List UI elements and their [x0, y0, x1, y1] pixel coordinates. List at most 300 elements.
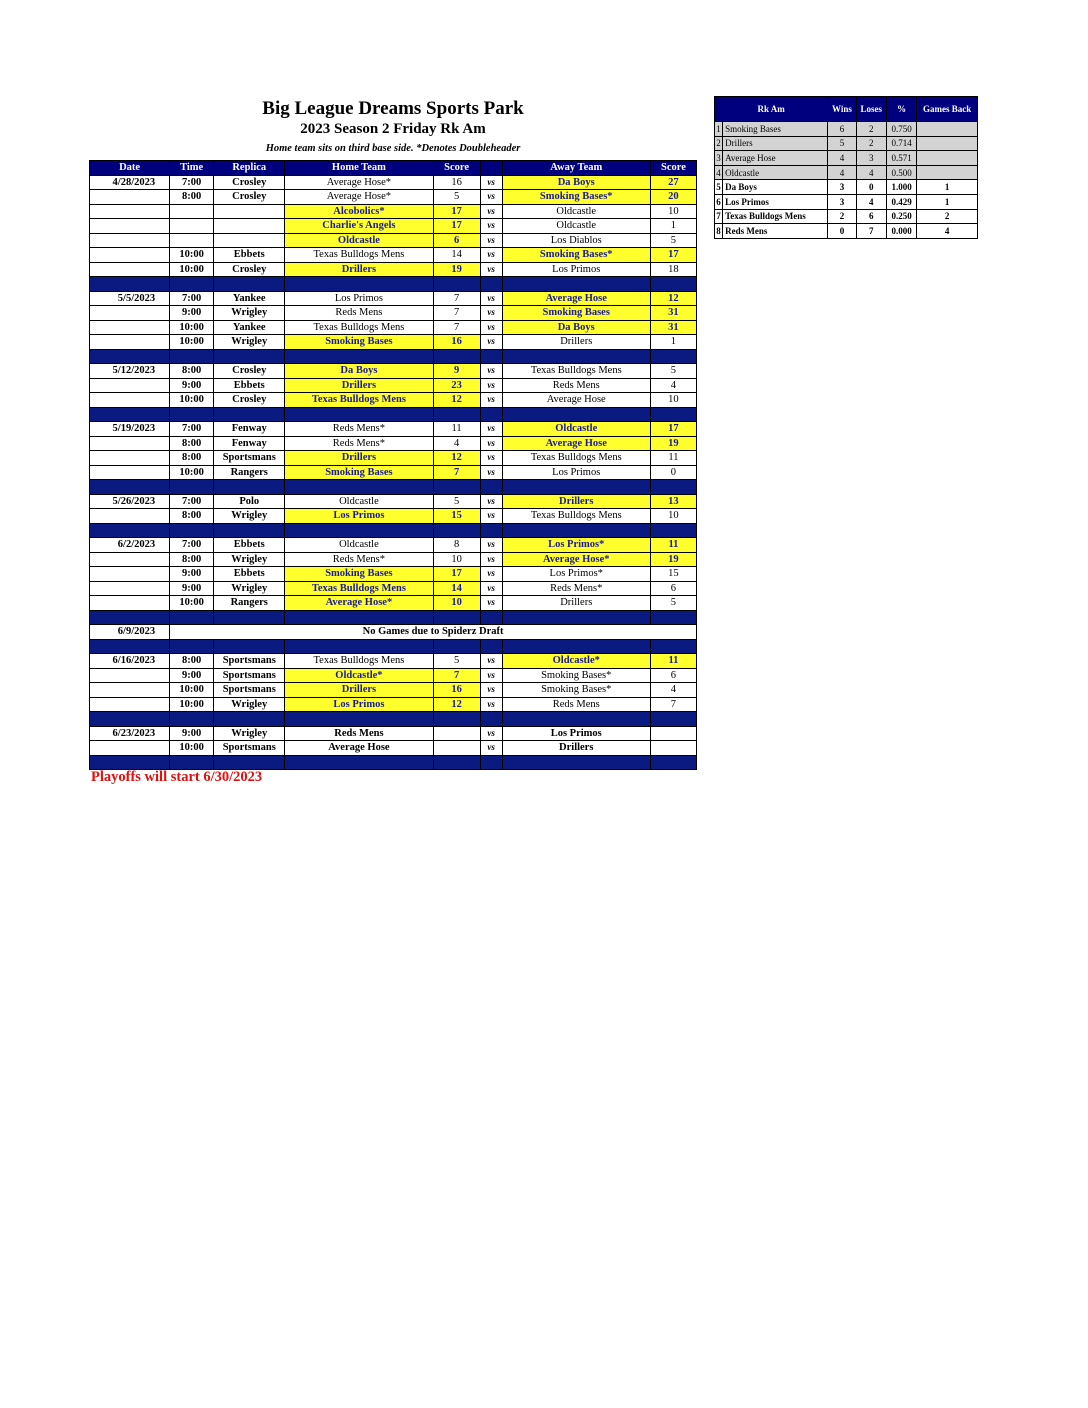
separator-cell [433, 480, 480, 495]
standings-wins: 6 [828, 122, 856, 137]
home-team: Reds Mens [285, 306, 433, 321]
standings-row [715, 122, 978, 137]
game-field: Rangers [214, 596, 285, 611]
schedule-message: No Games due to Spiderz Draft [170, 625, 697, 640]
away-team: Smoking Bases* [502, 248, 650, 263]
vs-label: vs [480, 465, 502, 480]
home-score: 16 [433, 683, 480, 698]
vs-label: vs [480, 683, 502, 698]
home-score: 10 [433, 552, 480, 567]
col-header-away-team: Away Team [502, 161, 650, 176]
game-time: 10:00 [170, 465, 214, 480]
home-team: Average Hose [285, 741, 433, 756]
home-team: Texas Bulldogs Mens [285, 393, 433, 408]
standings-pct: 1.000 [886, 180, 916, 195]
game-field: Crosley [214, 175, 285, 190]
home-team: Da Boys [285, 364, 433, 379]
separator-cell [433, 523, 480, 538]
home-team: Texas Bulldogs Mens [285, 248, 433, 263]
home-score: 12 [433, 451, 480, 466]
game-row [90, 190, 697, 205]
home-team: Oldcastle [285, 538, 433, 553]
vs-label: vs [480, 494, 502, 509]
game-row [90, 567, 697, 582]
game-row [90, 436, 697, 451]
separator-cell [502, 639, 650, 654]
away-team: Texas Bulldogs Mens [502, 451, 650, 466]
away-team: Da Boys [502, 320, 650, 335]
game-date: 5/26/2023 [90, 494, 170, 509]
standings-games-back [917, 165, 978, 180]
standings-team: Average Hose [723, 151, 828, 166]
game-row [90, 683, 697, 698]
home-score: 14 [433, 581, 480, 596]
game-time: 10:00 [170, 320, 214, 335]
standings-row [715, 209, 978, 224]
home-team: Los Primos [285, 697, 433, 712]
vs-label: vs [480, 306, 502, 321]
game-date [90, 306, 170, 321]
vs-label: vs [480, 335, 502, 350]
game-time: 9:00 [170, 306, 214, 321]
week-separator-row [90, 755, 697, 770]
away-score: 10 [650, 393, 696, 408]
game-date [90, 393, 170, 408]
away-score: 1 [650, 335, 696, 350]
away-team: Texas Bulldogs Mens [502, 509, 650, 524]
home-team: Average Hose* [285, 175, 433, 190]
home-team: Texas Bulldogs Mens [285, 581, 433, 596]
home-team: Drillers [285, 683, 433, 698]
separator-cell [650, 480, 696, 495]
game-field: Yankee [214, 320, 285, 335]
standings-rank: 3 [715, 151, 723, 166]
game-date [90, 451, 170, 466]
standings-rank: 1 [715, 122, 723, 137]
vs-label: vs [480, 393, 502, 408]
separator-cell [502, 277, 650, 292]
separator-cell [502, 523, 650, 538]
vs-label: vs [480, 509, 502, 524]
separator-cell [502, 712, 650, 727]
game-time: 10:00 [170, 697, 214, 712]
standings-header-division: Rk Am [715, 97, 828, 122]
game-date [90, 465, 170, 480]
game-row [90, 465, 697, 480]
game-field: Wrigley [214, 697, 285, 712]
standings-pct: 0.571 [886, 151, 916, 166]
game-field: Sportsmans [214, 741, 285, 756]
home-team: Oldcastle [285, 233, 433, 248]
separator-cell [170, 480, 214, 495]
away-team: Oldcastle [502, 204, 650, 219]
week-separator-row [90, 349, 697, 364]
home-score: 5 [433, 494, 480, 509]
vs-label: vs [480, 726, 502, 741]
standings-wins: 3 [828, 180, 856, 195]
away-team: Da Boys [502, 175, 650, 190]
game-field [214, 233, 285, 248]
away-score: 17 [650, 422, 696, 437]
vs-label: vs [480, 320, 502, 335]
away-team: Los Primos* [502, 538, 650, 553]
separator-cell [650, 755, 696, 770]
game-time: 8:00 [170, 364, 214, 379]
home-team: Smoking Bases [285, 567, 433, 582]
separator-cell [285, 349, 433, 364]
separator-cell [433, 349, 480, 364]
game-field: Ebbets [214, 378, 285, 393]
separator-cell [90, 610, 170, 625]
separator-cell [480, 277, 502, 292]
week-separator-row [90, 407, 697, 422]
separator-cell [650, 407, 696, 422]
away-team: Smoking Bases* [502, 190, 650, 205]
away-team: Los Primos* [502, 567, 650, 582]
separator-cell [214, 277, 285, 292]
game-date: 5/12/2023 [90, 364, 170, 379]
game-field: Sportsmans [214, 654, 285, 669]
game-date [90, 335, 170, 350]
separator-cell [285, 523, 433, 538]
game-field: Wrigley [214, 306, 285, 321]
game-time: 10:00 [170, 741, 214, 756]
game-time: 9:00 [170, 668, 214, 683]
home-team: Reds Mens* [285, 422, 433, 437]
away-score: 31 [650, 320, 696, 335]
week-separator-row [90, 480, 697, 495]
game-field: Ebbets [214, 567, 285, 582]
vs-label: vs [480, 248, 502, 263]
standings-games-back [917, 136, 978, 151]
game-time: 9:00 [170, 378, 214, 393]
home-score: 14 [433, 248, 480, 263]
game-time: 9:00 [170, 567, 214, 582]
schedule-table [89, 160, 697, 770]
col-header-time: Time [170, 161, 214, 176]
away-score [650, 726, 696, 741]
vs-label: vs [480, 668, 502, 683]
separator-cell [502, 407, 650, 422]
standings-rank: 6 [715, 194, 723, 209]
game-time: 7:00 [170, 422, 214, 437]
away-score: 10 [650, 509, 696, 524]
game-time [170, 219, 214, 234]
game-row [90, 364, 697, 379]
separator-cell [90, 712, 170, 727]
home-team: Charlie's Angels [285, 219, 433, 234]
standings-wins: 4 [828, 151, 856, 166]
home-team: Drillers [285, 378, 433, 393]
separator-cell [214, 523, 285, 538]
game-date [90, 581, 170, 596]
away-score: 18 [650, 262, 696, 277]
game-date: 6/9/2023 [90, 625, 170, 640]
game-date: 6/2/2023 [90, 538, 170, 553]
away-team: Los Primos [502, 726, 650, 741]
home-score: 11 [433, 422, 480, 437]
separator-cell [433, 639, 480, 654]
standings-losses: 4 [856, 194, 886, 209]
page-subtitle: 2023 Season 2 Friday Rk Am [300, 121, 486, 137]
game-time: 8:00 [170, 509, 214, 524]
home-team: Reds Mens* [285, 436, 433, 451]
standings-team: Da Boys [723, 180, 828, 195]
separator-cell [90, 639, 170, 654]
vs-label: vs [480, 552, 502, 567]
away-score: 27 [650, 175, 696, 190]
page-title: Big League Dreams Sports Park [262, 98, 524, 119]
game-field: Crosley [214, 190, 285, 205]
game-date [90, 741, 170, 756]
away-team: Average Hose [502, 393, 650, 408]
separator-cell [480, 755, 502, 770]
separator-cell [285, 639, 433, 654]
separator-cell [214, 349, 285, 364]
game-time: 8:00 [170, 451, 214, 466]
standings-header-loses: Loses [856, 97, 886, 122]
game-time: 10:00 [170, 393, 214, 408]
week-separator-row [90, 277, 697, 292]
home-score: 17 [433, 204, 480, 219]
away-score: 13 [650, 494, 696, 509]
standings-games-back: 4 [917, 224, 978, 239]
home-score: 12 [433, 393, 480, 408]
away-team: Oldcastle [502, 219, 650, 234]
game-time: 10:00 [170, 335, 214, 350]
standings-losses: 2 [856, 122, 886, 137]
home-score: 16 [433, 335, 480, 350]
separator-cell [214, 755, 285, 770]
game-date [90, 233, 170, 248]
game-field: Wrigley [214, 581, 285, 596]
separator-cell [170, 277, 214, 292]
game-date: 6/16/2023 [90, 654, 170, 669]
vs-label: vs [480, 422, 502, 437]
game-field: Crosley [214, 364, 285, 379]
standings-row [715, 224, 978, 239]
away-score [650, 741, 696, 756]
game-field: Wrigley [214, 552, 285, 567]
game-row [90, 654, 697, 669]
separator-cell [214, 407, 285, 422]
separator-cell [285, 407, 433, 422]
standings-team: Smoking Bases [723, 122, 828, 137]
game-field: Yankee [214, 291, 285, 306]
away-team: Reds Mens [502, 697, 650, 712]
col-header-home-team: Home Team [285, 161, 433, 176]
standings-wins: 5 [828, 136, 856, 151]
standings-row [715, 165, 978, 180]
game-row [90, 581, 697, 596]
away-team: Oldcastle [502, 422, 650, 437]
standings-losses: 7 [856, 224, 886, 239]
separator-cell [433, 712, 480, 727]
separator-cell [90, 523, 170, 538]
standings-row [715, 151, 978, 166]
standings-team: Oldcastle [723, 165, 828, 180]
away-score: 11 [650, 654, 696, 669]
game-date [90, 190, 170, 205]
separator-cell [285, 277, 433, 292]
vs-label: vs [480, 262, 502, 277]
standings-losses: 2 [856, 136, 886, 151]
separator-cell [480, 712, 502, 727]
week-separator-row [90, 523, 697, 538]
standings-pct: 0.500 [886, 165, 916, 180]
game-date [90, 683, 170, 698]
standings-rank: 7 [715, 209, 723, 224]
game-field: Sportsmans [214, 683, 285, 698]
separator-cell [502, 349, 650, 364]
week-separator-row [90, 712, 697, 727]
playoffs-note: Playoffs will start 6/30/2023 [91, 769, 263, 785]
game-date [90, 697, 170, 712]
away-team: Los Primos [502, 465, 650, 480]
standings-wins: 3 [828, 194, 856, 209]
separator-cell [480, 349, 502, 364]
standings-header-pct: % [886, 97, 916, 122]
separator-cell [650, 277, 696, 292]
separator-cell [650, 610, 696, 625]
home-score: 8 [433, 538, 480, 553]
col-header-vs [480, 161, 502, 176]
separator-cell [90, 480, 170, 495]
away-score: 1 [650, 219, 696, 234]
away-team: Drillers [502, 494, 650, 509]
game-row [90, 494, 697, 509]
away-team: Average Hose* [502, 552, 650, 567]
separator-cell [90, 277, 170, 292]
home-team: Reds Mens [285, 726, 433, 741]
vs-label: vs [480, 451, 502, 466]
home-team: Oldcastle [285, 494, 433, 509]
separator-cell [502, 755, 650, 770]
standings-games-back [917, 122, 978, 137]
game-row [90, 393, 697, 408]
away-score: 12 [650, 291, 696, 306]
vs-label: vs [480, 741, 502, 756]
standings-pct: 0.750 [886, 122, 916, 137]
separator-cell [502, 610, 650, 625]
away-score: 0 [650, 465, 696, 480]
standings-wins: 4 [828, 165, 856, 180]
home-team: Smoking Bases [285, 335, 433, 350]
away-team: Average Hose [502, 291, 650, 306]
game-row [90, 233, 697, 248]
game-time: 10:00 [170, 683, 214, 698]
separator-cell [285, 712, 433, 727]
game-date [90, 668, 170, 683]
game-row [90, 291, 697, 306]
game-field: Fenway [214, 436, 285, 451]
separator-cell [170, 349, 214, 364]
standings-team: Los Primos [723, 194, 828, 209]
away-score: 10 [650, 204, 696, 219]
home-score [433, 726, 480, 741]
away-score: 31 [650, 306, 696, 321]
game-date [90, 552, 170, 567]
away-team: Smoking Bases* [502, 668, 650, 683]
game-time [170, 233, 214, 248]
separator-cell [90, 349, 170, 364]
away-score: 5 [650, 596, 696, 611]
separator-cell [502, 480, 650, 495]
away-score: 5 [650, 233, 696, 248]
home-score: 23 [433, 378, 480, 393]
game-row [90, 378, 697, 393]
home-team: Los Primos [285, 509, 433, 524]
week-separator-row [90, 639, 697, 654]
separator-cell [214, 639, 285, 654]
game-row [90, 219, 697, 234]
away-team: Smoking Bases [502, 306, 650, 321]
away-score: 4 [650, 683, 696, 698]
home-score: 7 [433, 465, 480, 480]
game-date: 5/19/2023 [90, 422, 170, 437]
week-separator-row [90, 610, 697, 625]
game-row [90, 335, 697, 350]
home-score: 7 [433, 320, 480, 335]
game-field: Crosley [214, 262, 285, 277]
home-score: 10 [433, 596, 480, 611]
game-row [90, 248, 697, 263]
game-time: 8:00 [170, 436, 214, 451]
col-header-date: Date [90, 161, 170, 176]
away-team: Los Primos [502, 262, 650, 277]
game-time: 7:00 [170, 538, 214, 553]
game-date [90, 204, 170, 219]
separator-cell [650, 712, 696, 727]
game-time: 7:00 [170, 494, 214, 509]
game-date: 5/5/2023 [90, 291, 170, 306]
game-date [90, 378, 170, 393]
game-field: Wrigley [214, 509, 285, 524]
away-score: 15 [650, 567, 696, 582]
away-score: 6 [650, 668, 696, 683]
standings-losses: 0 [856, 180, 886, 195]
schedule-note: Home team sits on third base side. *Denotes Doubleheader [265, 143, 521, 154]
game-time: 8:00 [170, 552, 214, 567]
standings-team: Drillers [723, 136, 828, 151]
game-row [90, 320, 697, 335]
game-row [90, 509, 697, 524]
standings-losses: 4 [856, 165, 886, 180]
game-row [90, 697, 697, 712]
standings-header-games-back: Games Back [917, 97, 978, 122]
away-team: Reds Mens* [502, 581, 650, 596]
game-time: 10:00 [170, 248, 214, 263]
separator-cell [170, 610, 214, 625]
game-field [214, 204, 285, 219]
game-row [90, 451, 697, 466]
separator-cell [433, 277, 480, 292]
separator-cell [170, 407, 214, 422]
standings-rank: 2 [715, 136, 723, 151]
away-score: 19 [650, 552, 696, 567]
standings-team: Texas Bulldogs Mens [723, 209, 828, 224]
schedule-header-row [90, 161, 697, 176]
separator-cell [433, 610, 480, 625]
game-date [90, 219, 170, 234]
standings-row [715, 136, 978, 151]
game-date [90, 436, 170, 451]
vs-label: vs [480, 204, 502, 219]
standings-rank: 4 [715, 165, 723, 180]
standings-rank: 8 [715, 224, 723, 239]
separator-cell [170, 755, 214, 770]
home-score: 5 [433, 654, 480, 669]
